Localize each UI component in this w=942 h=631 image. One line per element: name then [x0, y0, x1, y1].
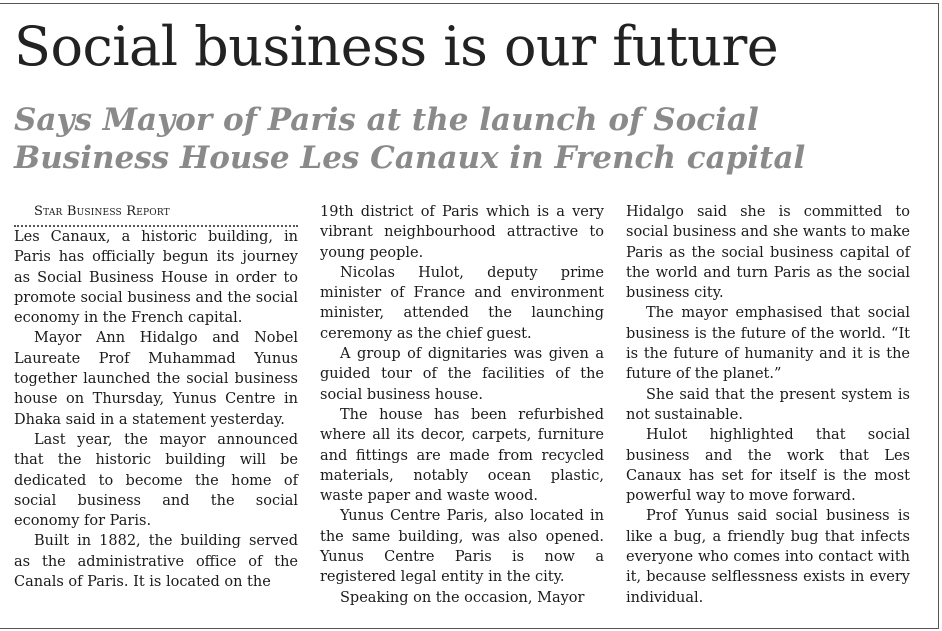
headline: Social business is our future	[14, 15, 779, 78]
paragraph: Les Canaux, a historic building, in Paris has officially begun its journey as Social Business House in order to promote social business and the social economy in the French capital.	[14, 229, 298, 327]
subheadline-line-2: Business House Les Canaux in French capital	[14, 140, 806, 176]
article-column-2	[320, 202, 604, 608]
paragraph: She said that the present system is not sustainable.	[626, 386, 910, 423]
paragraph: Built in 1882, the building served as the administrative office of the Canals of Paris. It is located on the	[14, 533, 298, 591]
paragraph: 19th district of Paris which is a very vibrant neighbourhood attractive to young people.	[320, 204, 604, 261]
byline: Star Business Report	[14, 202, 298, 227]
paragraph: Nicolas Hulot, deputy prime minister of France and environment minister, attended the launching ceremony as the chief guest.	[320, 264, 604, 342]
paragraph: Prof Yunus said social business is like a bug, a friendly bug that infects everyone who comes into contact with it, because selflessness exists in every individual.	[626, 508, 910, 606]
paragraph: The mayor emphasised that social business is the future of the world. “It is the future of humanity and it is the future of the planet.”	[626, 305, 910, 383]
subheadline-line-1: Says Mayor of Paris at the launch of Social	[14, 102, 759, 138]
subheadline	[14, 101, 914, 177]
paragraph: Last year, the mayor announced that the historic building will be dedicated to become the home of social business and the social economy for Paris.	[14, 431, 298, 530]
paragraph: Hidalgo said she is committed to social business and she wants to make Paris as the social business capital of the world and turn Paris as the social business city.	[626, 204, 910, 302]
article-column-1	[14, 202, 298, 592]
paragraph: The house has been refurbished where all its decor, carpets, furniture and fittings are made from recycled materials, notably ocean plastic, waste paper and waste wood.	[320, 406, 604, 505]
paragraph: Speaking on the occasion, Mayor	[340, 589, 585, 606]
paragraph: A group of dignitaries was given a guided tour of the facilities of the social business house.	[320, 346, 604, 403]
article-column-3	[626, 202, 910, 608]
paragraph: Yunus Centre Paris, also located in the same building, was also opened. Yunus Centre Paris is now a registered legal entity in the city.	[320, 508, 604, 586]
paragraph: Mayor Ann Hidalgo and Nobel Laureate Prof Muhammad Yunus together launched the social business house on Thursday, Yunus Centre in Dhaka said in a statement yesterday.	[14, 330, 298, 428]
paragraph: Hulot highlighted that social business and the work that Les Canaux has set for itself is the most powerful way to move forward.	[626, 427, 910, 505]
